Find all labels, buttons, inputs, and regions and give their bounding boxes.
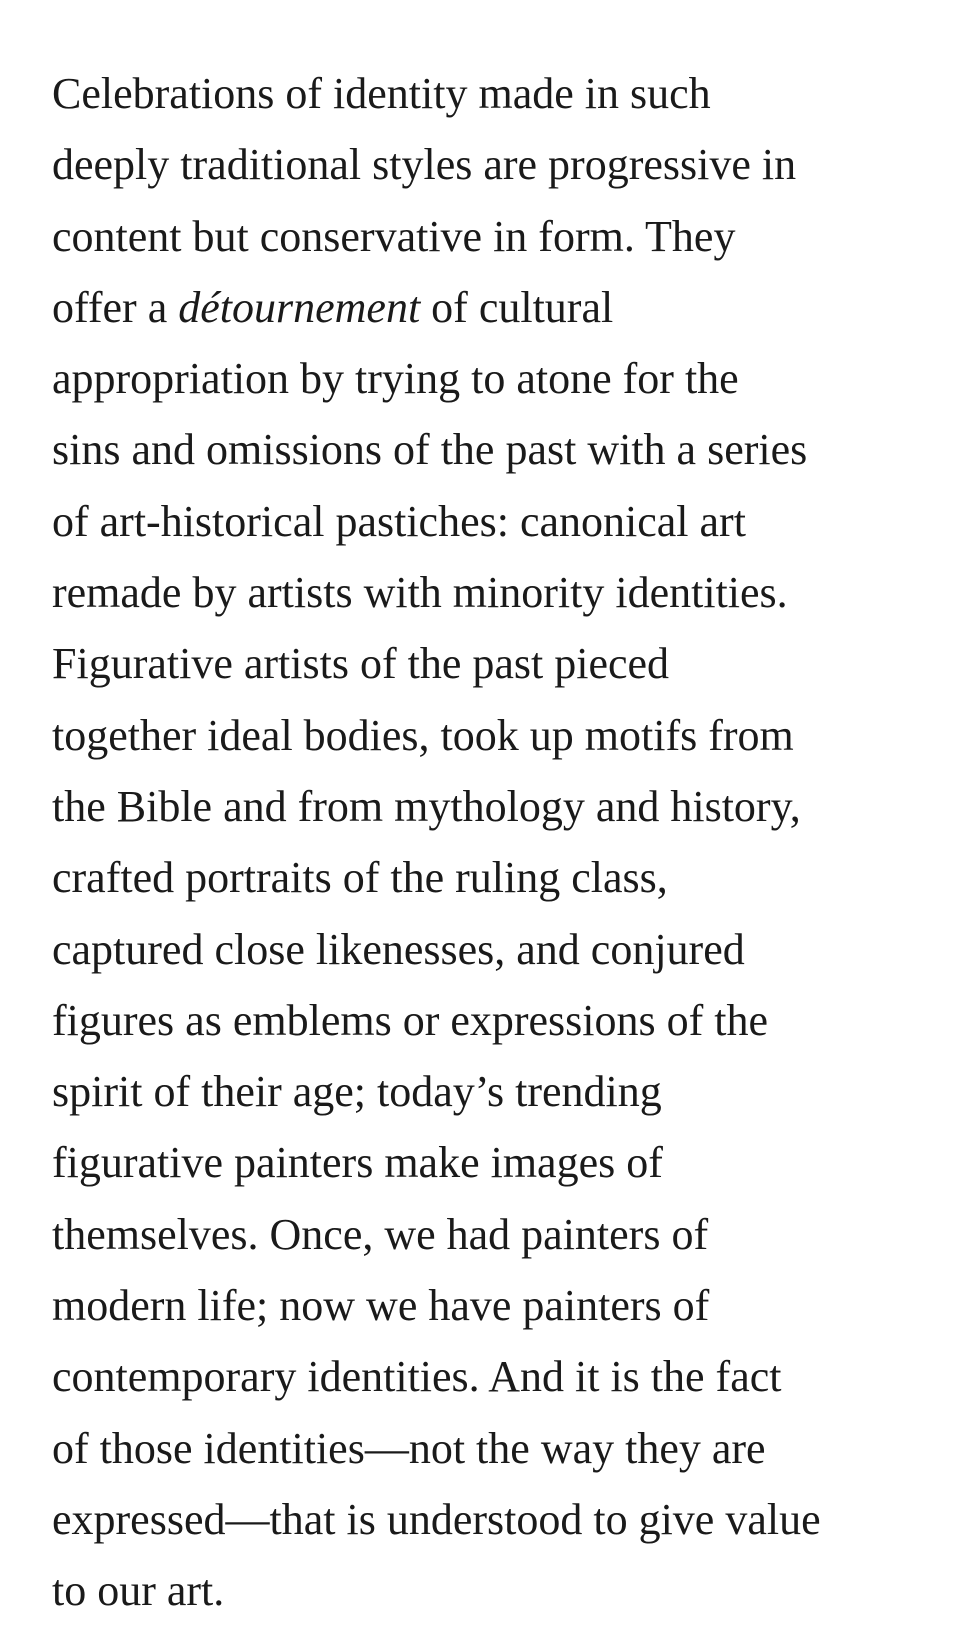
text-line bbox=[52, 1270, 932, 1341]
text-run: captured close likenesses, and conjured bbox=[52, 924, 745, 974]
text-line bbox=[52, 914, 932, 985]
text-run: contemporary identities. And it is the fact bbox=[52, 1352, 782, 1402]
text-run: content but conservative in form. They bbox=[52, 211, 736, 261]
text-line bbox=[52, 628, 932, 699]
italic-term: détournement bbox=[178, 282, 421, 332]
text-run: of those identities—not the way they are bbox=[52, 1423, 766, 1473]
text-line bbox=[52, 486, 932, 557]
text-run: deeply traditional styles are progressive in bbox=[52, 140, 797, 190]
text-line bbox=[52, 1555, 932, 1626]
text-line bbox=[52, 771, 932, 842]
text-run: spirit of their age; today’s trending bbox=[52, 1067, 662, 1117]
text-line bbox=[52, 1056, 932, 1127]
text-line bbox=[52, 343, 932, 414]
text-run: of cultural bbox=[420, 282, 614, 332]
text-line bbox=[52, 129, 932, 200]
text-line bbox=[52, 1127, 932, 1198]
text-run: expressed—that is understood to give value bbox=[52, 1494, 821, 1544]
text-run: to our art. bbox=[52, 1566, 225, 1616]
text-run: offer a bbox=[52, 282, 179, 332]
text-run: together ideal bodies, took up motifs from bbox=[52, 710, 794, 760]
text-line bbox=[52, 201, 932, 272]
text-line bbox=[52, 1341, 932, 1412]
text-line bbox=[52, 1413, 932, 1484]
text-run: themselves. Once, we had painters of bbox=[52, 1209, 709, 1259]
text-run: sins and omissions of the past with a series bbox=[52, 425, 808, 475]
text-run: figurative painters make images of bbox=[52, 1138, 663, 1188]
text-line bbox=[52, 1484, 932, 1555]
article-paragraph bbox=[52, 58, 932, 1627]
text-line bbox=[52, 700, 932, 771]
text-line bbox=[52, 272, 932, 343]
text-run: modern life; now we have painters of bbox=[52, 1281, 710, 1331]
text-run: remade by artists with minority identities. bbox=[52, 568, 788, 618]
text-line bbox=[52, 842, 932, 913]
text-line bbox=[52, 985, 932, 1056]
text-run: Figurative artists of the past pieced bbox=[52, 639, 670, 689]
text-line bbox=[52, 58, 932, 129]
text-run: Celebrations of identity made in such bbox=[52, 69, 711, 118]
text-line bbox=[52, 1199, 932, 1270]
text-run: appropriation by trying to atone for the bbox=[52, 354, 739, 404]
text-run: the Bible and from mythology and history, bbox=[52, 781, 801, 831]
text-line bbox=[52, 557, 932, 628]
text-run: of art-historical pastiches: canonical art bbox=[52, 496, 746, 546]
text-run: crafted portraits of the ruling class, bbox=[52, 853, 668, 903]
text-run: figures as emblems or expressions of the bbox=[52, 995, 769, 1045]
text-line bbox=[52, 414, 932, 485]
